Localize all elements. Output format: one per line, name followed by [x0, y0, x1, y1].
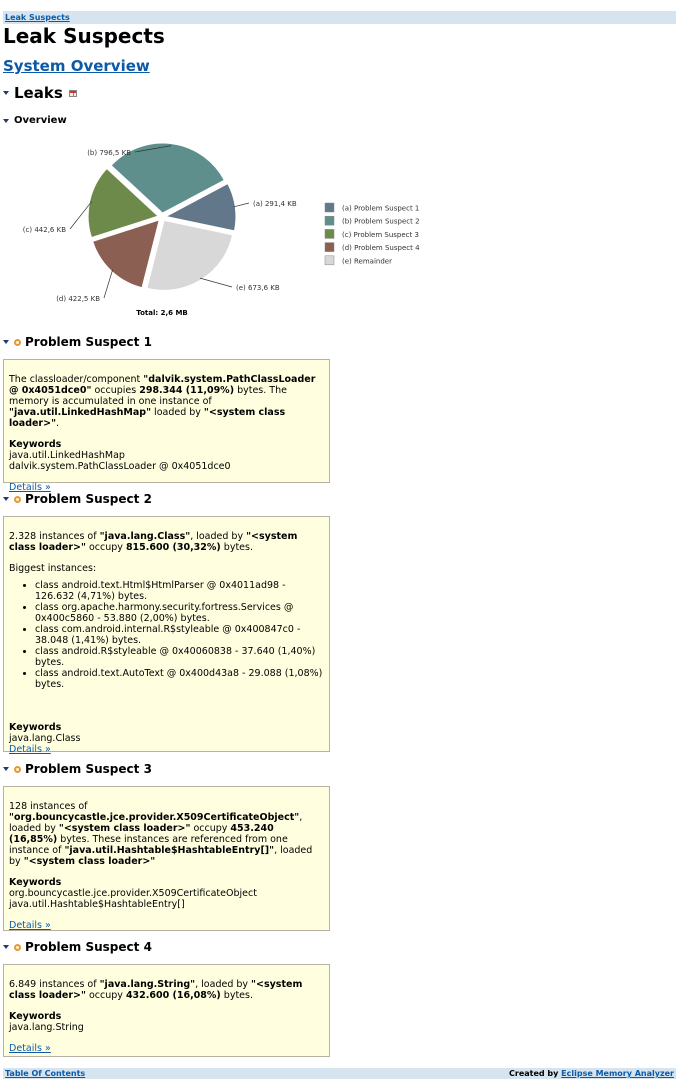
keywords-title: Keywords: [9, 439, 62, 450]
details-link[interactable]: Details »: [9, 482, 51, 493]
text-span: loaded by: [151, 407, 204, 418]
pie-slice-label: (b) 796,5 KB: [87, 149, 131, 157]
legend-swatch: [325, 243, 334, 252]
legend-swatch: [325, 203, 334, 212]
breadcrumb-leak-suspects-link[interactable]: Leak Suspects: [5, 13, 70, 22]
list-item: • class android.R$styleable @ 0x40060838 - 37.640 (1,40%) bytes.: [35, 646, 324, 668]
suspect-description: [9, 531, 324, 553]
created-by: [509, 1068, 674, 1079]
legend-entry: (c) Problem Suspect 3: [342, 230, 419, 239]
collapse-triangle-icon[interactable]: [3, 497, 9, 501]
biggest-instances-label: Biggest instances:: [9, 563, 97, 574]
problem-suspect-4-box: [3, 964, 330, 1057]
text-span: bytes. These instances are referenced from one instance of: [9, 834, 288, 856]
leaks-heading: Leaks: [14, 84, 63, 102]
bold-span: "<system class loader>": [9, 407, 286, 429]
pie-total-label: Total: 2,6 MB: [136, 309, 188, 317]
overview-heading: Overview: [14, 115, 67, 126]
list-item: • class android.text.Html$HtmlParser @ 0x4011ad98 - 126.632 (4,71%) bytes.: [35, 580, 324, 602]
keywords-title: Keywords: [9, 1011, 62, 1022]
text-span: , loaded by: [190, 531, 247, 542]
eclipse-memory-analyzer-link[interactable]: Eclipse Memory Analyzer: [561, 1069, 674, 1078]
problem-suspect-3-box: [3, 786, 330, 931]
warning-icon: [14, 766, 21, 773]
problem-suspect-4-header[interactable]: [3, 940, 152, 954]
text-span: occupy: [85, 542, 126, 553]
legend-entry: (d) Problem Suspect 4: [342, 244, 420, 253]
text-span: The classloader/component: [9, 374, 144, 385]
problem-suspect-title: Problem Suspect 4: [25, 940, 152, 954]
bold-span: "java.util.LinkedHashMap": [9, 407, 152, 418]
legend-swatch: [325, 229, 334, 238]
collapse-triangle-icon[interactable]: [3, 340, 9, 344]
list-item: • class android.text.AutoText @ 0x400d43a8 - 29.088 (1,08%) bytes.: [35, 668, 324, 690]
created-by-label: Created by: [509, 1069, 562, 1078]
problem-suspect-2-box: [3, 516, 330, 755]
details-link[interactable]: Details »: [9, 1043, 51, 1054]
problem-suspect-1-header[interactable]: [3, 335, 152, 349]
bold-span: "<system class loader>": [58, 823, 191, 834]
pie-slice-label: (a) 291,4 KB: [253, 200, 297, 208]
warning-icon: [14, 339, 21, 346]
bold-span: 815.600 (30,32%): [125, 542, 221, 553]
pie-chart-svg: [0, 130, 460, 325]
list-item: • class org.apache.harmony.security.fortress.Services @ 0x400c5860 - 53.880 (2,00%) bytes.: [35, 602, 324, 624]
bold-span: "org.bouncycastle.jce.provider.X509CertificateObject": [9, 812, 300, 823]
text-span: occupies: [91, 385, 140, 396]
collapse-triangle-icon[interactable]: [3, 945, 9, 949]
text-span: 6.849 instances of: [9, 979, 100, 990]
legend-entry: (b) Problem Suspect 2: [342, 217, 420, 226]
pie-slice-label: (e) 673,6 KB: [236, 284, 280, 292]
keyword: java.lang.Class: [9, 733, 81, 744]
pie-leader-line: [104, 269, 113, 298]
suspect-description: [9, 374, 324, 429]
bold-span: 453.240 (16,85%): [9, 823, 274, 845]
legend-swatch: [325, 256, 334, 265]
legend-entry: (e) Remainder: [342, 257, 392, 266]
bold-span: "dalvik.system.PathClassLoader @ 0x4051dce0": [9, 374, 316, 396]
keyword: java.util.Hashtable$HashtableEntry[]: [9, 899, 185, 910]
table-view-icon[interactable]: [69, 90, 77, 97]
details-link[interactable]: Details »: [9, 744, 51, 755]
problem-suspect-title: Problem Suspect 1: [25, 335, 152, 349]
bold-span: "java.lang.Class": [99, 531, 191, 542]
problem-suspect-title: Problem Suspect 2: [25, 492, 152, 506]
suspect-description: [9, 801, 324, 867]
leaks-section-header[interactable]: [3, 84, 77, 102]
bold-span: "<system class loader>": [9, 979, 303, 1001]
collapse-triangle-icon[interactable]: [3, 91, 9, 95]
keywords-title: Keywords: [9, 877, 62, 888]
text-span: bytes.: [220, 542, 253, 553]
warning-icon: [14, 944, 21, 951]
legend-entry: (a) Problem Suspect 1: [342, 204, 420, 213]
problem-suspect-3-header[interactable]: [3, 762, 152, 776]
bold-span: 298.344 (11,09%): [139, 385, 235, 396]
text-span: bytes.: [220, 990, 253, 1001]
collapse-triangle-icon[interactable]: [3, 119, 9, 123]
keyword: java.util.LinkedHashMap: [9, 450, 125, 461]
text-span: .: [56, 418, 60, 429]
keywords-title: Keywords: [9, 722, 62, 733]
pie-leader-line: [200, 278, 232, 287]
bold-span: "<system class loader>": [23, 856, 156, 867]
keyword: org.bouncycastle.jce.provider.X509CertificateObject: [9, 888, 257, 899]
collapse-triangle-icon[interactable]: [3, 767, 9, 771]
text-span: , loaded by: [9, 812, 303, 834]
system-overview-link[interactable]: System Overview: [3, 57, 150, 75]
bold-span: 432.600 (16,08%): [125, 990, 221, 1001]
keyword: java.lang.String: [9, 1022, 84, 1033]
legend-swatch: [325, 216, 334, 225]
text-span: occupy: [190, 823, 231, 834]
problem-suspect-title: Problem Suspect 3: [25, 762, 152, 776]
text-span: occupy: [85, 990, 126, 1001]
text-span: bytes. The memory is accumulated in one instance of: [9, 385, 287, 407]
problem-suspect-1-box: [3, 359, 330, 493]
bold-span: "<system class loader>": [9, 531, 298, 553]
details-link[interactable]: Details »: [9, 920, 51, 931]
keyword: dalvik.system.PathClassLoader @ 0x4051dce0: [9, 461, 231, 472]
text-span: , loaded by: [195, 979, 252, 990]
pie-slice: [147, 220, 233, 290]
footer-bar: [3, 1068, 676, 1079]
text-span: 2.328 instances of: [9, 531, 100, 542]
pie-slice-label: (c) 442,6 KB: [22, 226, 66, 234]
leak-suspects-pie-chart: [0, 130, 460, 325]
breadcrumb-bar: [3, 11, 676, 24]
warning-icon: [14, 496, 21, 503]
text-span: 128 instances of: [9, 801, 88, 812]
pie-slice-label: (d) 422,5 KB: [56, 295, 100, 303]
text-span: , loaded by: [9, 845, 313, 867]
bold-span: "java.lang.String": [99, 979, 196, 990]
page-title: Leak Suspects: [3, 24, 165, 48]
overview-section-header[interactable]: [3, 115, 67, 127]
problem-suspect-2-header[interactable]: [3, 492, 152, 506]
suspect-description: [9, 979, 324, 1001]
list-item: • class com.android.internal.R$styleable @ 0x400847c0 - 38.048 (1,41%) bytes.: [35, 624, 324, 646]
biggest-instances-list: [9, 580, 324, 690]
table-of-contents-link[interactable]: Table Of Contents: [5, 1069, 86, 1078]
bold-span: "java.util.Hashtable$HashtableEntry[]": [64, 845, 275, 856]
